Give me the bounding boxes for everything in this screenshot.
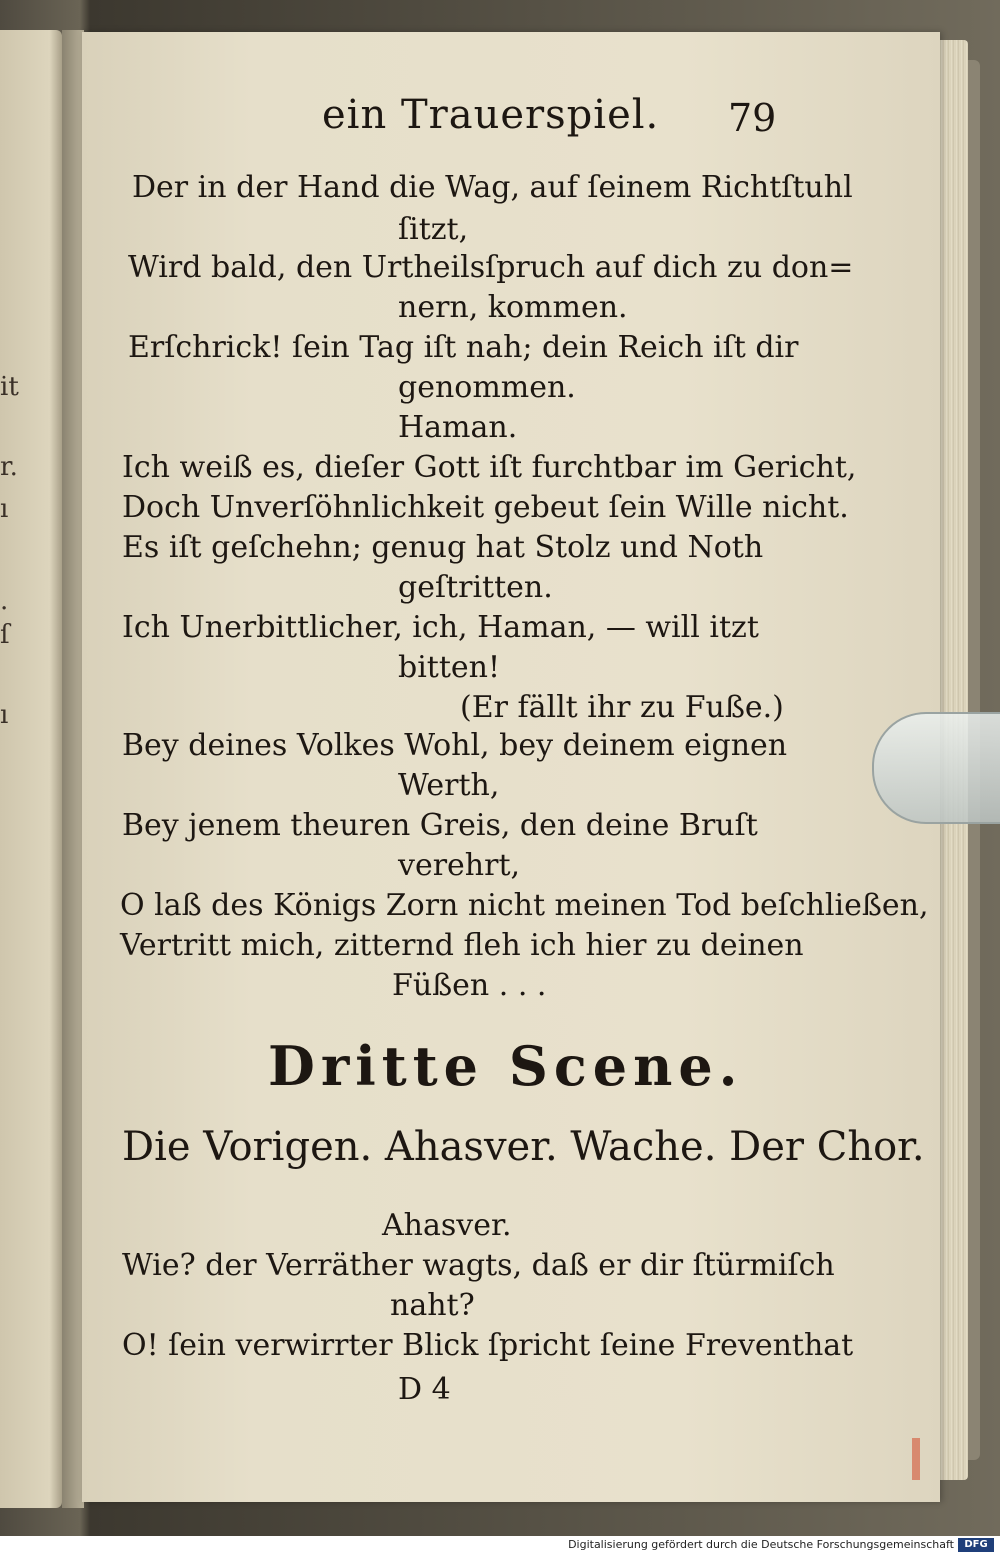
running-title: ein Trauerspiel. [322,92,660,138]
page-number: 79 [728,96,777,140]
verse-line: Ich Unerbittlicher, ich, Haman, — will itzt [122,610,759,645]
verse-line: bitten! [398,650,501,685]
verse-line: Vertritt mich, zitternd fleh ich hier zu deinen [120,928,804,963]
verse-line: Wie? der Verräther wagts, daß er dir ſtürmiſch [122,1248,835,1283]
verse-line: Werth, [398,768,500,803]
verse-line: Füßen . . . [392,968,547,1003]
signature-mark: D 4 [398,1372,451,1407]
previous-page-fragment: . [0,586,9,616]
scanner-clip [872,712,1000,824]
verse-line: Ich weiß es, dieſer Gott iſt furchtbar im Gericht, [122,450,857,485]
red-tab-mark [912,1438,920,1480]
previous-page-fragment: ı [0,700,9,730]
verse-line: nern, kommen. [398,290,628,325]
verse-line: ſitzt, [398,212,469,247]
previous-page-fragment: r. [0,452,18,482]
scene-cast: Die Vorigen. Ahasver. Wache. Der Chor. [122,1124,925,1170]
verse-line: genommen. [398,370,576,405]
speaker-name: Ahasver. [382,1208,512,1243]
previous-page-fragment: it [0,372,19,402]
scene-title: Dritte Scene. [268,1034,744,1098]
previous-page-fragment: ſ [0,620,10,650]
verse-line: naht? [390,1288,475,1323]
stage-direction: (Er fällt ihr zu Fuße.) [460,690,784,725]
verse-line: Wird bald, den Urtheilsſpruch auf dich zu don= [128,250,854,285]
verse-line: O! ſein verwirrter Blick ſpricht ſeine Freventhat [122,1328,854,1363]
verse-line: Doch Unverſöhnlichkeit gebeut ſein Wille nicht. [122,490,849,525]
previous-page-edge [0,30,62,1508]
book-gutter [62,30,84,1508]
verse-line: Es iſt geſchehn; genug hat Stolz und Noth [122,530,764,565]
digitization-credit: Digitalisierung gefördert durch die Deutsche Forschungsgemeinschaft [568,1538,954,1551]
previous-page-fragment: ı [0,494,9,524]
speaker-name: Haman. [398,410,518,445]
verse-line: Erſchrick! ſein Tag iſt nah; dein Reich iſt dir [128,330,799,365]
verse-line: verehrt, [398,848,521,883]
verse-line: geſtritten. [398,570,553,605]
verse-line: Der in der Hand die Wag, auf ſeinem Richtſtuhl [132,170,853,205]
verse-line: Bey jenem theuren Greis, den deine Bruſt [122,808,758,843]
verse-line: O laß des Königs Zorn nicht meinen Tod beſchließen, [120,888,929,923]
verse-line: Bey deines Volkes Wohl, bey deinem eignen [122,728,788,763]
dfg-logo: DFG [958,1538,994,1552]
